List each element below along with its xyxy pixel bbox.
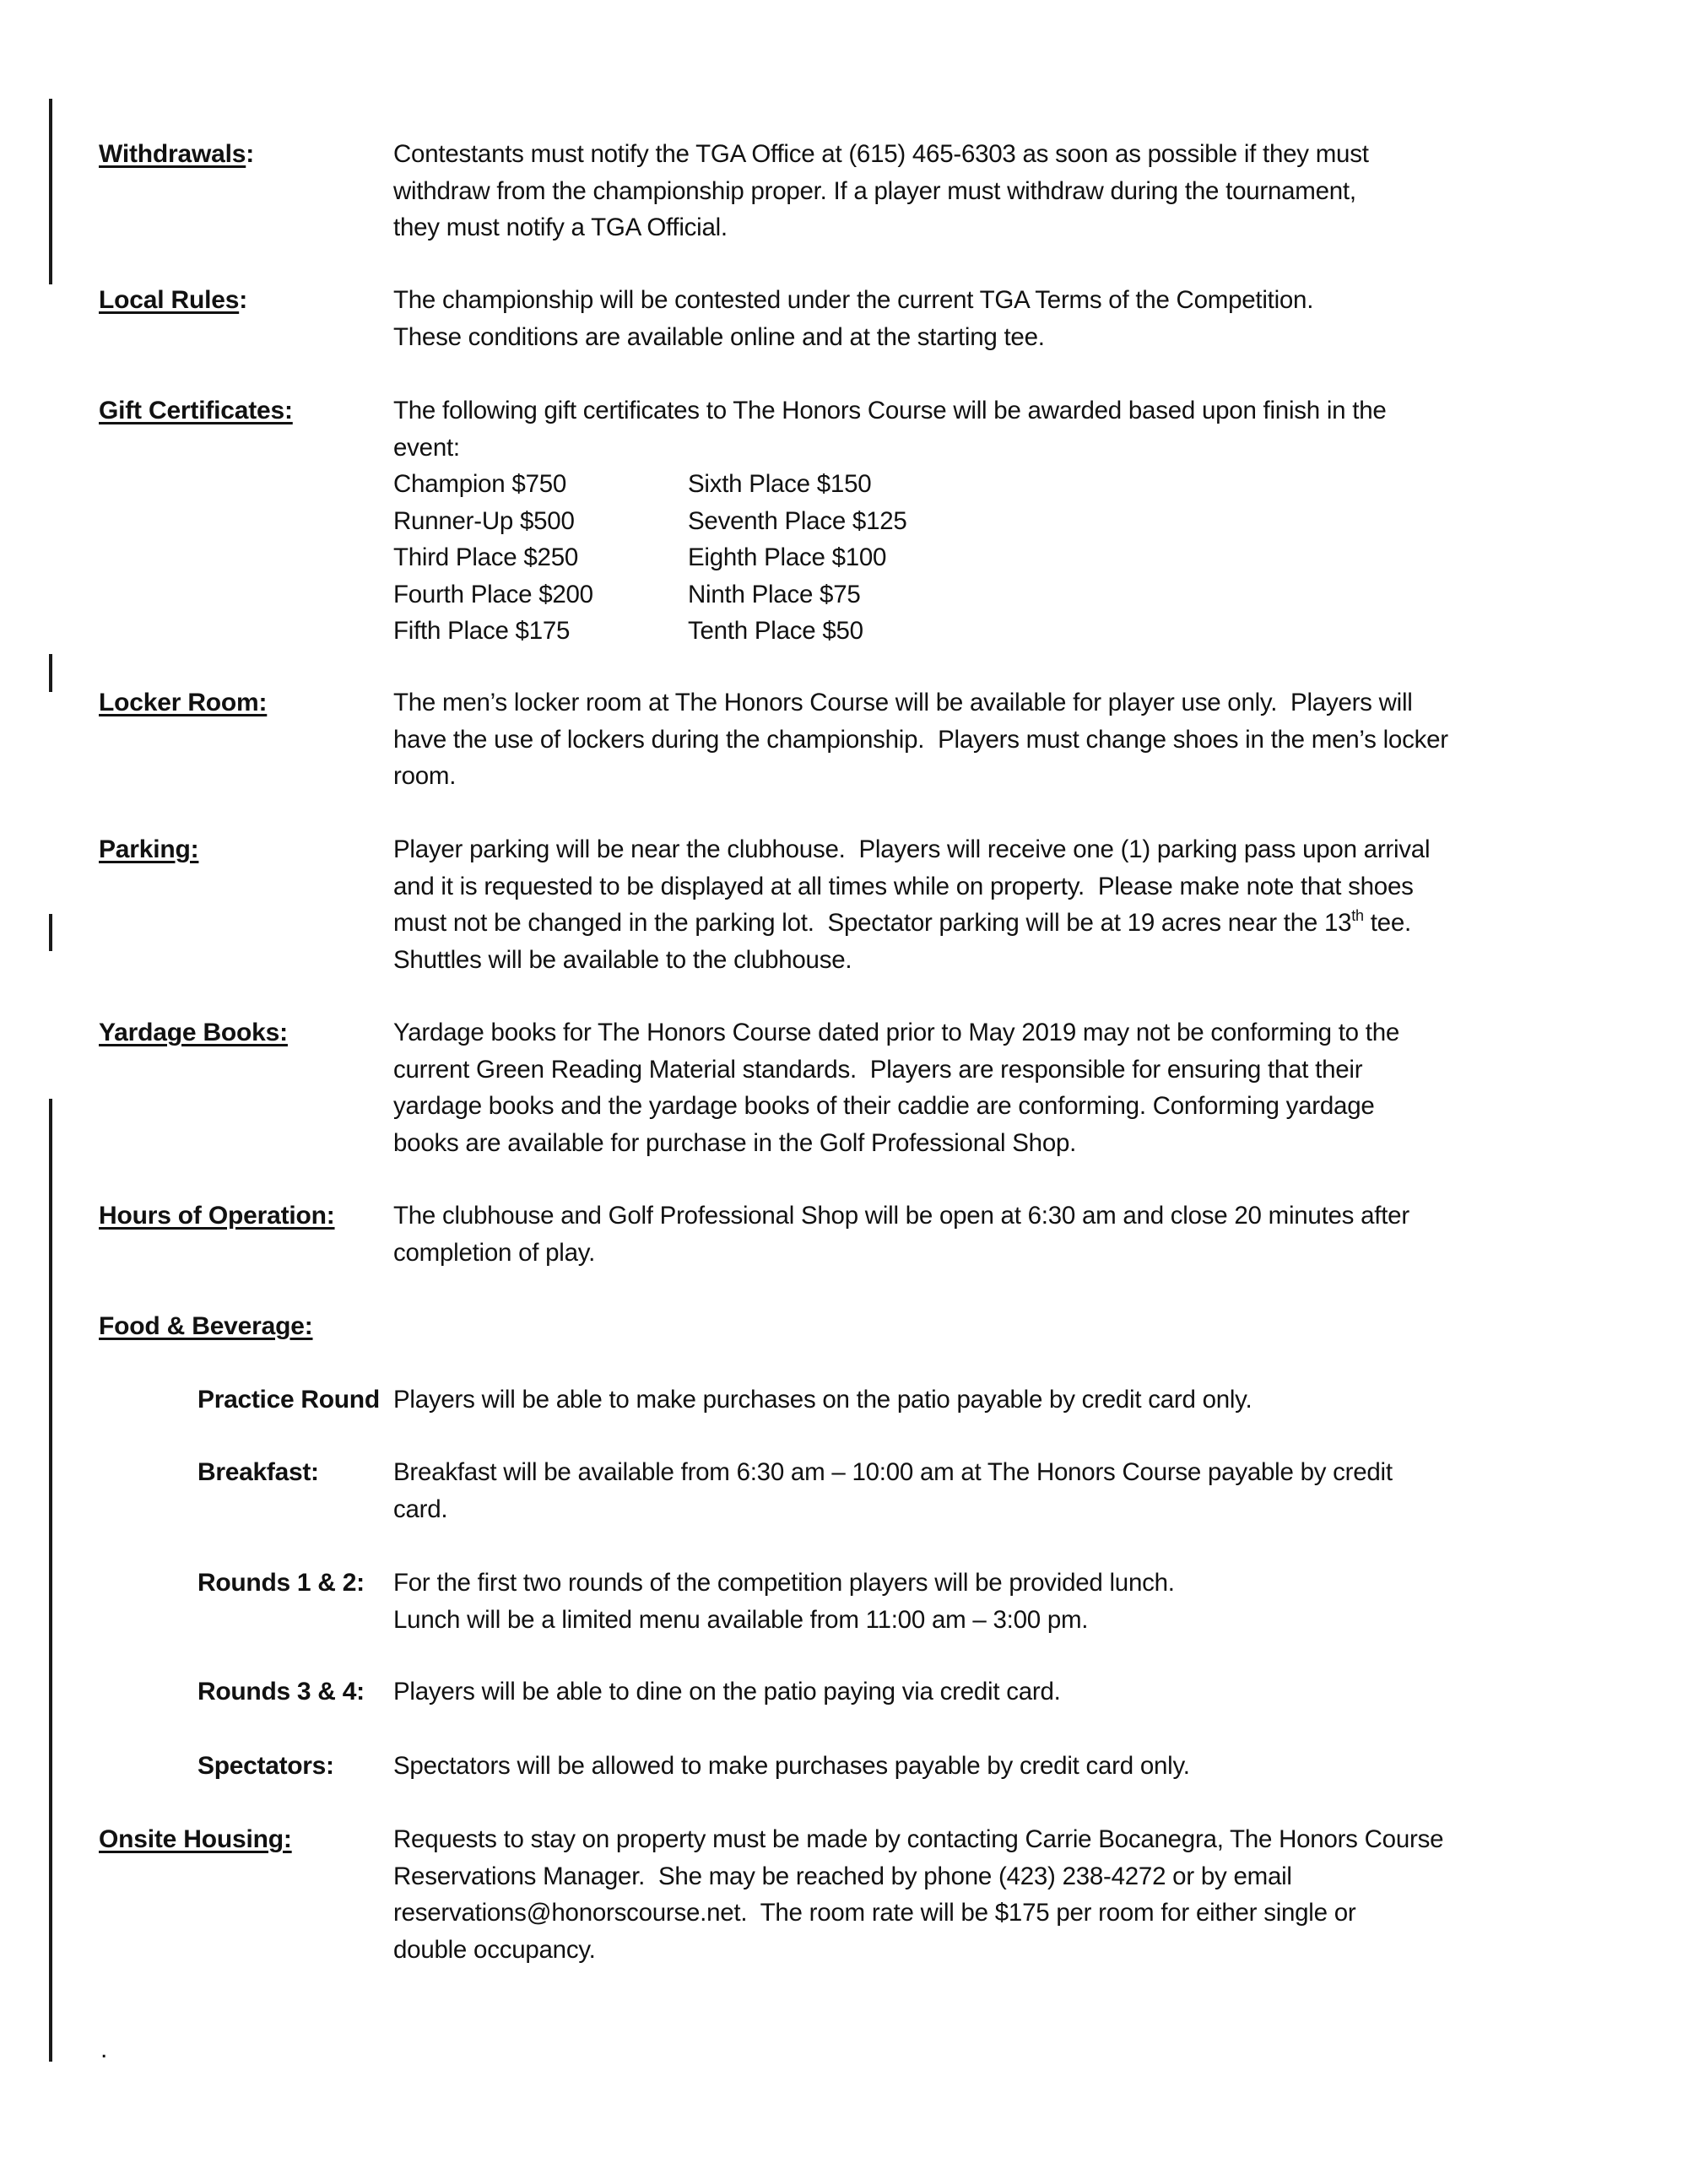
- label-text: Food & Beverage:: [99, 1312, 313, 1340]
- section-label: [99, 1014, 288, 1051]
- body-line: These conditions are available online and at the starting tee.: [393, 322, 1045, 351]
- section-body: [393, 136, 1369, 246]
- section-body: [393, 1748, 1190, 1785]
- label-text: Onsite Housing:: [99, 1825, 292, 1853]
- subsection-label: Rounds 1 & 2:: [197, 1569, 365, 1597]
- body-line: Player parking will be near the clubhouse. Players will receive one (1) parking pass upon arrival: [393, 835, 1431, 863]
- label-text: Local Rules: [99, 286, 240, 314]
- ordinal-superscript: th: [1351, 907, 1364, 924]
- body-line: [393, 905, 1430, 942]
- section-body: [393, 282, 1313, 355]
- body-line: current Green Reading Material standards. Players are responsible for ensuring that their: [393, 1055, 1363, 1084]
- body-line: The championship will be contested under the current TGA Terms of the Competition.: [393, 286, 1314, 314]
- section-label: [99, 136, 254, 173]
- body-line: Breakfast will be available from 6:30 am – 10:00 am at The Honors Course payable by credit: [393, 1458, 1393, 1486]
- body-line: The clubhouse and Golf Professional Shop will be open at 6:30 am and close 20 minutes after: [393, 1202, 1409, 1230]
- body-line: room.: [393, 762, 457, 790]
- prize-column-left: [393, 466, 688, 650]
- trailing-period: .: [100, 2035, 108, 2063]
- body-line: Shuttles will be available to the clubhouse.: [393, 945, 852, 974]
- section-body: [393, 1565, 1175, 1638]
- prize-item: Seventh Place $125: [688, 506, 907, 535]
- label-text: Hours of Operation:: [99, 1202, 335, 1230]
- section-body: [393, 1673, 1061, 1711]
- body-line: completion of play.: [393, 1238, 596, 1267]
- body-line: event:: [393, 433, 460, 462]
- prize-item: Eighth Place $100: [688, 543, 887, 571]
- section-label: [99, 1197, 335, 1235]
- prize-item: Ninth Place $75: [688, 580, 861, 608]
- revision-bar: [49, 914, 52, 951]
- revision-bar: [49, 1099, 52, 2062]
- prize-item: Champion $750: [393, 470, 567, 498]
- subsection-label: Breakfast:: [197, 1458, 319, 1486]
- body-line: have the use of lockers during the championship. Players must change shoes in the men’s locker: [393, 725, 1448, 754]
- body-text: must not be changed in the parking lot. Spectator parking will be at 19 acres near the 13: [393, 909, 1352, 937]
- body-line: Players will be able to make purchases on the patio payable by credit card only.: [393, 1386, 1252, 1414]
- body-line: For the first two rounds of the competition players will be provided lunch.: [393, 1569, 1175, 1597]
- section-body: [393, 1197, 1409, 1271]
- body-line: withdraw from the championship proper. If a player must withdraw during the tournament,: [393, 176, 1356, 205]
- section-body: [393, 1821, 1443, 1968]
- body-line: Reservations Manager. She may be reached by phone (423) 238-4272 or by email: [393, 1862, 1292, 1890]
- label-colon: :: [246, 140, 255, 168]
- section-label: [99, 831, 198, 868]
- body-line: and it is requested to be displayed at all times while on property. Please make note that shoes: [393, 872, 1414, 900]
- section-body: [393, 1381, 1252, 1419]
- section-body: [393, 1014, 1399, 1161]
- label-text: Gift Certificates:: [99, 397, 293, 424]
- prize-item: Fifth Place $175: [393, 617, 571, 645]
- label-text: Parking:: [99, 835, 199, 863]
- body-line: Spectators will be allowed to make purchases payable by credit card only.: [393, 1752, 1190, 1780]
- prize-item: Runner-Up $500: [393, 506, 575, 535]
- label-text: Yardage Books:: [99, 1019, 288, 1046]
- section-body: [393, 831, 1430, 978]
- revision-bar: [49, 654, 52, 692]
- prize-column-right: [688, 466, 982, 650]
- section-body: [393, 1454, 1393, 1527]
- section-label: [99, 282, 247, 319]
- subsection-label: Spectators:: [197, 1752, 334, 1780]
- section-body: [393, 392, 1387, 650]
- section-label: [99, 1821, 292, 1858]
- body-line: Yardage books for The Honors Course dated prior to May 2019 may not be conforming to the: [393, 1019, 1400, 1046]
- section-label: [99, 392, 293, 430]
- body-line: Players will be able to dine on the patio paying via credit card.: [393, 1678, 1061, 1706]
- prize-table: [393, 466, 1387, 650]
- section-label: [99, 684, 267, 722]
- subsection-label: Rounds 3 & 4:: [197, 1678, 365, 1706]
- prize-item: Sixth Place $150: [688, 470, 872, 498]
- label-text: Locker Room:: [99, 689, 268, 716]
- subsection-label: Practice Round: [197, 1386, 380, 1414]
- revision-bar: [49, 99, 52, 284]
- section-body: [393, 684, 1448, 795]
- body-line: books are available for purchase in the Golf Professional Shop.: [393, 1128, 1077, 1157]
- body-line: The men’s locker room at The Honors Course will be available for player use only. Players will: [393, 689, 1413, 716]
- prize-item: Tenth Place $50: [688, 617, 863, 645]
- body-line: Lunch will be a limited menu available from 11:00 am – 3:00 pm.: [393, 1605, 1089, 1634]
- body-line: double occupancy.: [393, 1935, 596, 1964]
- body-text: tee.: [1363, 909, 1411, 937]
- body-line: Contestants must notify the TGA Office at (615) 465-6303 as soon as possible if they must: [393, 140, 1369, 168]
- section-label: [99, 1308, 313, 1345]
- body-line: they must notify a TGA Official.: [393, 214, 728, 241]
- body-line: The following gift certificates to The Honors Course will be awarded based upon finish in the: [393, 397, 1387, 424]
- body-line: reservations@honorscourse.net. The room rate will be $175 per room for either single or: [393, 1899, 1356, 1927]
- body-line: card.: [393, 1495, 448, 1523]
- body-line: Requests to stay on property must be made by contacting Carrie Bocanegra, The Honors Course: [393, 1825, 1444, 1853]
- prize-item: Third Place $250: [393, 543, 579, 571]
- label-colon: :: [239, 286, 247, 314]
- body-line: yardage books and the yardage books of their caddie are conforming. Conforming yardage: [393, 1092, 1375, 1120]
- label-text: Withdrawals: [99, 140, 246, 168]
- prize-item: Fourth Place $200: [393, 580, 593, 608]
